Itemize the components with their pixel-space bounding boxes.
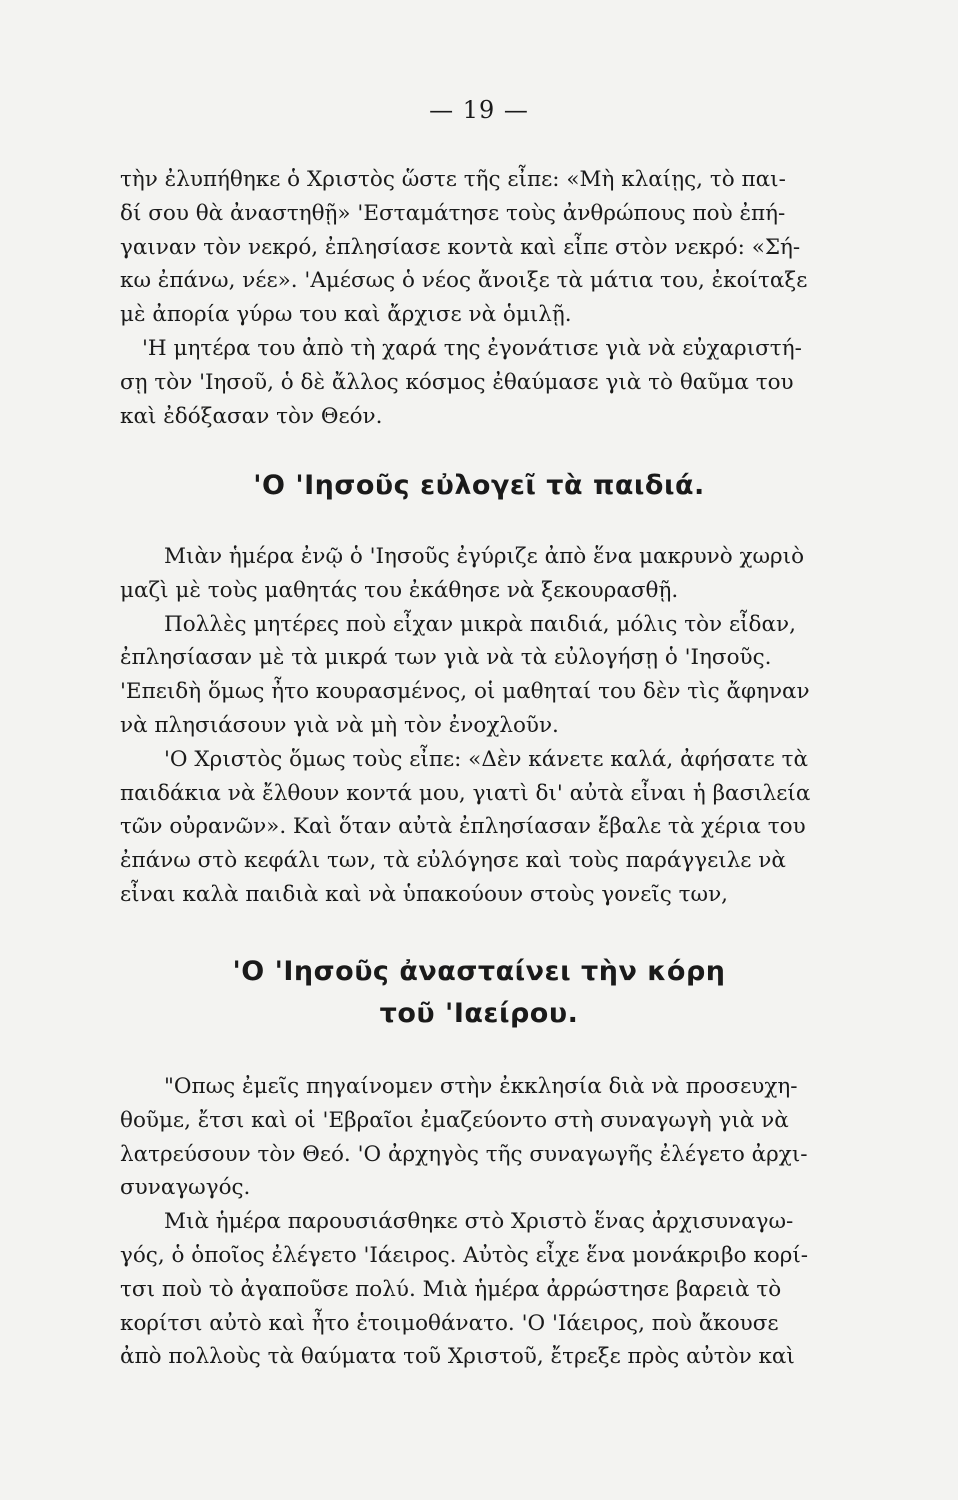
text-line: Μιὰ ἡμέρα παρουσιάσθηκε στὸ Χριστὸ ἕνας ἀρχισυναγω- <box>164 1209 794 1235</box>
text-paragraph <box>120 163 895 433</box>
text-line: νὰ πλησιάσουν γιὰ νὰ μὴ τὸν ἐνοχλοῦν. <box>120 712 559 738</box>
text-line: ἀπὸ πολλοὺς τὰ θαύματα τοῦ Χριστοῦ, ἔτρεξε πρὸς αὐτὸν καὶ <box>120 1344 795 1370</box>
text-line: σῃ τὸν 'Ιησοῦ, ὁ δὲ ἄλλος κόσμος ἐθαύμασε γιὰ τὸ θαῦμα του <box>120 369 794 395</box>
text-line: "Οπως ἐμεῖς πηγαίνομεν στὴν ἐκκλησία διὰ νὰ προσευχη- <box>164 1074 798 1099</box>
text-line: ἐπάνω στὸ κεφάλι των, τὰ εὐλόγησε καὶ τοὺς παράγγειλε νὰ <box>120 848 786 874</box>
text-line: κω ἐπάνω, νέε». 'Αμέσως ὁ νέος ἄνοιξε τὰ μάτια του, ἐκοίταξε <box>120 268 808 294</box>
text-paragraph <box>120 540 895 912</box>
text-line: 'Ο Χριστὸς ὅμως τοὺς εἶπε: «Δὲν κάνετε καλά, ἀφήσατε τὰ <box>164 746 809 772</box>
section-heading: 'Ο 'Ιησοῦς ἀνασταίνει τὴν κόρη <box>232 956 726 987</box>
text-line: τσι ποὺ τὸ ἀγαποῦσε πολύ. Μιὰ ἡμέρα ἀρρώστησε βαρειὰ τὸ <box>120 1276 782 1302</box>
text-line: τὴν ἐλυπήθηκε ὁ Χριστὸς ὥστε τῆς εἶπε: «Μὴ κλαίῃς, τὸ παι- <box>120 167 786 192</box>
paragraph-block-1 <box>120 163 895 433</box>
text-line: Μιὰν ἡμέρα ἐνῷ ὁ 'Ιησοῦς ἐγύριζε ἀπὸ ἕνα μακρυνὸ χωριὸ <box>164 544 805 569</box>
paragraph-block-2 <box>120 540 895 912</box>
text-line: μαζὶ μὲ τοὺς μαθητάς του ἐκάθησε νὰ ξεκουρασθῇ. <box>120 577 679 603</box>
text-line: 'Επειδὴ ὅμως ἦτο κουρασμένος, οἱ μαθηταί του δὲν τὶς ἄφηναν <box>120 679 810 705</box>
text-line: καὶ ἐδόξασαν τὸν Θεόν. <box>120 403 383 429</box>
text-line: 'Η μητέρα του ἀπὸ τὴ χαρά της ἐγονάτισε γιὰ νὰ εὐχαριστή- <box>142 335 802 361</box>
text-line: παιδάκια νὰ ἔλθουν κοντά μου, γιατὶ δι' αὐτὰ εἶναι ἡ βασιλεία <box>120 780 811 806</box>
section-heading-continued: τοῦ 'Ιαείρου. <box>379 998 579 1029</box>
paragraph-block-3 <box>120 1070 895 1374</box>
text-line: Πολλὲς μητέρες ποὺ εἶχαν μικρὰ παιδιά, μόλις τὸν εἶδαν, <box>164 611 796 637</box>
text-line: θοῦμε, ἔτσι καὶ οἱ 'Εβραῖοι ἐμαζεύοντο στὴ συναγωγὴ γιὰ νὰ <box>120 1107 789 1133</box>
text-line: γαιναν τὸν νεκρό, ἐπλησίασε κοντὰ καὶ εἶπε στὸν νεκρό: «Σή- <box>120 234 801 260</box>
section-heading: 'Ο 'Ιησοῦς εὐλογεῖ τὰ παιδιά. <box>253 470 705 501</box>
text-line: εἶναι καλὰ παιδιὰ καὶ νὰ ὑπακούουν στοὺς γονεῖς των, <box>120 881 728 907</box>
text-paragraph <box>120 1070 895 1374</box>
text-line: δί σου θὰ ἀναστηθῇ» 'Εσταμάτησε τοὺς ἀνθρώπους ποὺ ἐπή- <box>120 200 786 226</box>
page-number: — 19 — <box>429 96 529 124</box>
text-line: τῶν οὐρανῶν». Καὶ ὅταν αὐτὰ ἐπλησίασαν ἔβαλε τὰ χέρια του <box>120 814 806 840</box>
text-line: ἐπλησίασαν μὲ τὰ μικρά των γιὰ νὰ τὰ εὐλογήσῃ ὁ 'Ιησοῦς. <box>120 645 772 671</box>
text-line: μὲ ἀπορία γύρω του καὶ ἄρχισε νὰ ὁμιλῇ. <box>120 302 572 328</box>
text-line: γός, ὁ ὁποῖος ἐλέγετο 'Ιάειρος. Αὐτὸς εἶχε ἕνα μονάκριβο κορί- <box>120 1242 809 1268</box>
text-line: κορίτσι αὐτὸ καὶ ἦτο ἑτοιμοθάνατο. 'Ο 'Ιάειρος, ποὺ ἄκουσε <box>120 1310 779 1336</box>
text-line: συναγωγός. <box>120 1175 251 1201</box>
text-line: λατρεύσουν τὸν Θεό. 'Ο ἀρχηγὸς τῆς συναγωγῆς ἐλέγετο ἀρχι- <box>120 1141 808 1167</box>
